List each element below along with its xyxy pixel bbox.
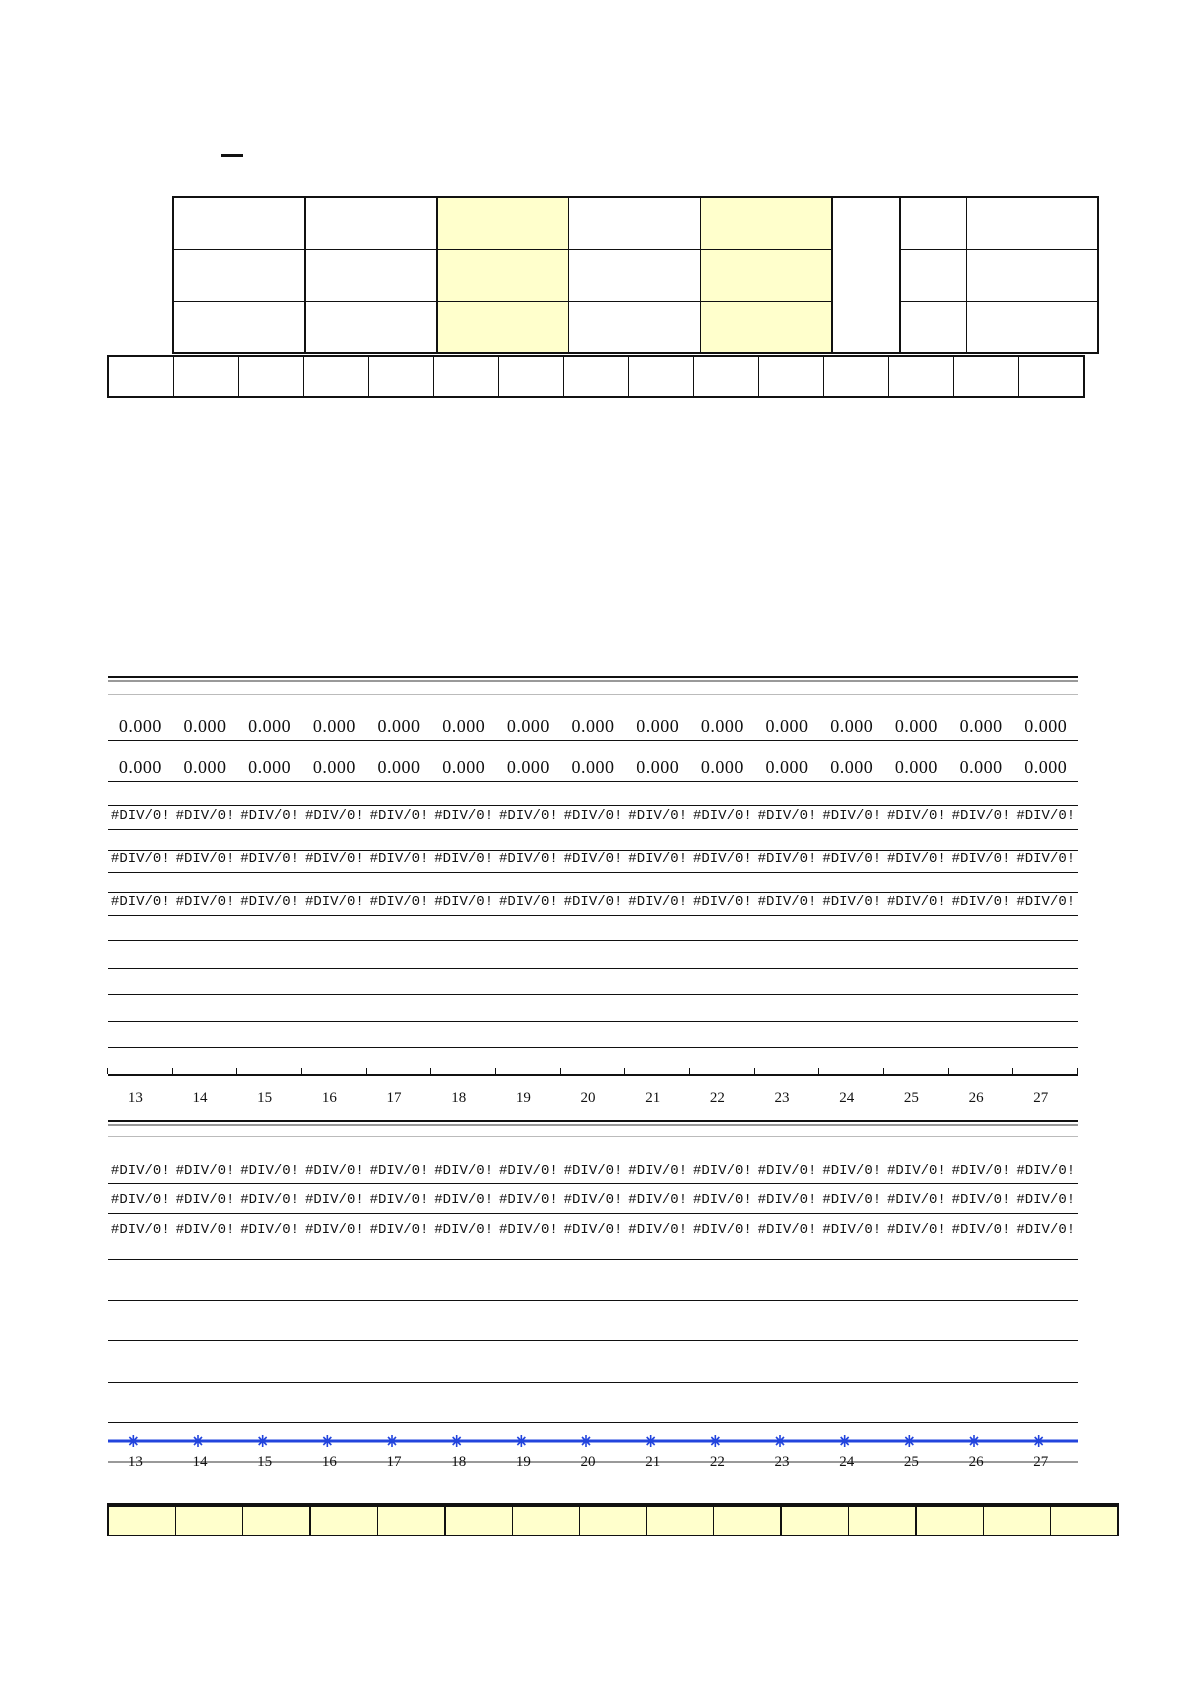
product-name-input[interactable] [701,197,833,249]
lcl-row-cell: #DIV/0! [628,894,688,910]
field-label-unit [305,249,437,301]
rule-line [108,915,1078,916]
r-ucl-row-cell: #DIV/0! [822,1163,882,1179]
r-ucl-row-cell: #DIV/0! [110,1163,170,1179]
ucl-row-cell: #DIV/0! [175,808,235,824]
bottom-input-cell[interactable] [310,1505,378,1536]
data-grid [107,355,1085,398]
column-header [239,356,304,397]
axis-tick-label: 26 [968,1454,984,1470]
r-ucl-row-cell: #DIV/0! [951,1163,1011,1179]
axis-tick [107,1068,108,1074]
rule-line [108,740,1078,741]
r-cl-row-cell: #DIV/0! [692,1192,752,1208]
column-header [499,356,564,397]
r-ucl-row-cell: #DIV/0! [240,1163,300,1179]
r-cl-row-cell: #DIV/0! [757,1192,817,1208]
r-lcl-row-cell: #DIV/0! [886,1222,946,1238]
ucl-row-cell: #DIV/0! [240,808,300,824]
axis-tick [560,1068,561,1074]
axis-tick-label: 17 [386,1454,402,1470]
ucl-row-cell: #DIV/0! [110,808,170,824]
rule-line [108,1136,1078,1137]
r-lcl-row-cell: #DIV/0! [498,1222,558,1238]
r-lcl-row-cell: #DIV/0! [822,1222,882,1238]
axis-tick [883,1068,884,1074]
xbar-values-row [108,716,1078,746]
xbar-chart-axis [108,1090,1078,1107]
r-ucl-row-cell: #DIV/0! [563,1163,623,1179]
rule-line [108,994,1078,995]
axis-tick-label: 20 [580,1090,596,1106]
xbar-values-row-cell: 0.000 [959,716,1003,736]
column-header [564,356,629,397]
xbar-values-row-cell: 0.000 [442,716,486,736]
r-values-row-cell: 0.000 [571,757,615,777]
xbar-values-row-cell: 0.000 [377,716,421,736]
axis-tick-label: 25 [903,1454,919,1470]
r-series-point [515,1435,527,1447]
r-series-point [1033,1435,1045,1447]
cl-row-cell: #DIV/0! [175,851,235,867]
rule-line [108,1422,1078,1423]
axis-tick-label: 27 [1033,1454,1049,1470]
month-data-label [832,197,900,353]
axis-tick-label: 13 [127,1454,143,1470]
r-ucl-row-cell: #DIV/0! [434,1163,494,1179]
column-header [108,356,174,397]
r-values-row-cell: 0.000 [765,757,809,777]
r-lcl-row-cell: #DIV/0! [1016,1222,1076,1238]
xbar-values-row-cell: 0.000 [183,716,227,736]
r-chart-axis [108,1454,1078,1471]
r-lcl-row-cell: #DIV/0! [240,1222,300,1238]
rule-line [108,805,1078,806]
xbar-values-row-cell: 0.000 [830,716,874,736]
field-label-frequency [305,197,437,249]
rbar-value [967,301,1099,353]
xbar-values-row-cell: 0.000 [118,716,162,736]
r-lcl-row-cell: #DIV/0! [951,1222,1011,1238]
r-cl-row-cell: #DIV/0! [434,1192,494,1208]
axis-tick-label: 20 [580,1454,596,1470]
r-values-row-cell: 0.000 [700,757,744,777]
r-ucl-row [108,1163,1078,1193]
xbar-values-row-cell: 0.000 [700,716,744,736]
lcl-row-cell: #DIV/0! [951,894,1011,910]
cl-row-cell: #DIV/0! [1016,851,1076,867]
axis-tick-label: 15 [257,1454,273,1470]
author-input[interactable] [437,301,569,353]
bottom-input-cell[interactable] [580,1505,647,1536]
ucl-row-cell: #DIV/0! [951,808,1011,824]
axis-tick [172,1068,173,1074]
axis-tick-label: 21 [645,1454,661,1470]
rule-line [108,1183,1078,1184]
rule-line [108,1124,1078,1126]
rule-line [108,1074,1078,1076]
rule-line [108,1047,1078,1048]
ucl-row-cell: #DIV/0! [563,808,623,824]
axis-tick [689,1068,690,1074]
ucl-row-cell: #DIV/0! [886,808,946,824]
r-cl-row-cell: #DIV/0! [175,1192,235,1208]
xbar-values-row-cell: 0.000 [506,716,550,736]
cl-row-cell: #DIV/0! [822,851,882,867]
r-values-row-cell: 0.000 [442,757,486,777]
ucl-row-cell: #DIV/0! [822,808,882,824]
lcl-row-cell: #DIV/0! [175,894,235,910]
xbar-values-row-cell: 0.000 [312,716,356,736]
column-header [174,356,239,397]
bottom-input-cell[interactable] [984,1505,1051,1536]
lcl-row-cell: #DIV/0! [240,894,300,910]
lcl-row-cell: #DIV/0! [1016,894,1076,910]
r-values-row-cell: 0.000 [506,757,550,777]
r-cl-row-cell: #DIV/0! [822,1192,882,1208]
r-ucl-row-cell: #DIV/0! [886,1163,946,1179]
bottom-input-cell[interactable] [445,1505,513,1536]
line-type-input[interactable] [701,249,833,301]
xbar-values-row-cell: 0.000 [765,716,809,736]
r-ucl-row-cell: #DIV/0! [498,1163,558,1179]
rule-line [108,781,1078,782]
cl-row-cell: #DIV/0! [757,851,817,867]
r-series-point [968,1435,980,1447]
r-lcl-row-cell: #DIV/0! [175,1222,235,1238]
lcl-row-cell: #DIV/0! [304,894,364,910]
prop-label-remark [569,301,701,353]
axis-tick-label: 16 [321,1454,337,1470]
r-values-row-cell: 0.000 [312,757,356,777]
rule-line [108,829,1078,830]
ucl-row-cell: #DIV/0! [628,808,688,824]
axis-tick-label: 15 [257,1090,273,1106]
r-series-point [903,1435,915,1447]
unit-input[interactable] [437,249,569,301]
clx-value [173,249,305,301]
ucl-row-cell: #DIV/0! [434,808,494,824]
rule-line [108,1382,1078,1383]
r-values-row-cell: 0.000 [830,757,874,777]
cl-row-cell: #DIV/0! [110,851,170,867]
axis-tick [1077,1068,1078,1074]
r-ucl-row-cell: #DIV/0! [692,1163,752,1179]
axis-tick [495,1068,496,1074]
r-ucl-row-cell: #DIV/0! [304,1163,364,1179]
sigma-label [900,197,967,249]
r-lcl-row-cell: #DIV/0! [563,1222,623,1238]
axis-tick [754,1068,755,1074]
lcl-row-cell: #DIV/0! [434,894,494,910]
r-lcl-row-cell: #DIV/0! [434,1222,494,1238]
bottom-input-cell[interactable] [781,1505,849,1536]
rule-line [108,680,1078,682]
r-cl-row-cell: #DIV/0! [628,1192,688,1208]
rule-line [108,676,1078,678]
axis-tick-label: 17 [386,1090,402,1106]
axis-tick-label: 24 [839,1090,855,1106]
bottom-input-cell[interactable] [378,1505,446,1536]
axis-tick [818,1068,819,1074]
ucl-row-cell: #DIV/0! [304,808,364,824]
bottom-input-cell[interactable] [108,1505,176,1536]
cl-row-cell: #DIV/0! [369,851,429,867]
rule-line [108,1259,1078,1260]
rbar-label [900,301,967,353]
bottom-input-cell[interactable] [849,1505,917,1536]
lcl-row-cell: #DIV/0! [822,894,882,910]
r-cl-row-cell: #DIV/0! [563,1192,623,1208]
r-series-point [645,1435,657,1447]
r-values-row-cell: 0.000 [894,757,938,777]
r-series-point [192,1435,204,1447]
r-series-point [774,1435,786,1447]
xbarbar-value [967,249,1099,301]
lcl-row-cell: #DIV/0! [110,894,170,910]
r-series-point [580,1435,592,1447]
lclx-value [173,301,305,353]
cl-row-cell: #DIV/0! [240,851,300,867]
r-lcl-row-cell: #DIV/0! [110,1222,170,1238]
rule-line [108,694,1078,695]
rule-line [108,872,1078,873]
column-header-row [108,356,1084,397]
axis-tick [301,1068,302,1074]
column-header [434,356,499,397]
r-series-point [386,1435,398,1447]
axis-tick [430,1068,431,1074]
r-lcl-row-cell: #DIV/0! [369,1222,429,1238]
bottom-input-cell[interactable] [513,1505,580,1536]
cl-row-cell: #DIV/0! [498,851,558,867]
r-cl-row-cell: #DIV/0! [498,1192,558,1208]
r-ucl-row-cell: #DIV/0! [1016,1163,1076,1179]
axis-tick-label: 21 [645,1090,661,1106]
rule-line [108,892,1078,893]
axis-tick [1012,1068,1013,1074]
axis-tick-label: 22 [709,1454,725,1470]
r-values-row-cell: 0.000 [959,757,1003,777]
axis-tick-label: 27 [1033,1090,1049,1106]
cl-row-cell: #DIV/0! [886,851,946,867]
axis-tick-label: 13 [127,1090,143,1106]
rule-line [108,940,1078,941]
bottom-input-cell[interactable] [176,1505,243,1536]
lcl-row-cell: #DIV/0! [886,894,946,910]
ucl-row-cell: #DIV/0! [498,808,558,824]
lcl-row-cell: #DIV/0! [498,894,558,910]
axis-tick-label: 14 [192,1090,208,1106]
ucl-row-cell: #DIV/0! [1016,808,1076,824]
r-cl-row-cell: #DIV/0! [110,1192,170,1208]
axis-tick-label: 14 [192,1454,208,1470]
r-values-row-cell: 0.000 [636,757,680,777]
lcl-row-cell: #DIV/0! [369,894,429,910]
rule-line [108,1340,1078,1341]
ucl-row-cell: #DIV/0! [369,808,429,824]
r-series-point [257,1435,269,1447]
cl-row-cell: #DIV/0! [563,851,623,867]
prop-label-name [569,197,701,249]
column-header [1019,356,1085,397]
r-values-row-cell: 0.000 [248,757,292,777]
xbar-values-row-cell: 0.000 [1024,716,1068,736]
cl-row-cell: #DIV/0! [304,851,364,867]
rule-line [108,1120,1078,1122]
r-cl-row-cell: #DIV/0! [369,1192,429,1208]
prop-label-line [569,249,701,301]
axis-tick [948,1068,949,1074]
axis-tick-label: 19 [515,1090,531,1106]
cl-row-cell: #DIV/0! [628,851,688,867]
xbar-values-row-cell: 0.000 [248,716,292,736]
rule-line [108,1021,1078,1022]
r-series-point [451,1435,463,1447]
lcl-row-cell: #DIV/0! [757,894,817,910]
remark-input[interactable] [701,301,833,353]
column-header [304,356,369,397]
r-series-point [127,1435,139,1447]
r-lcl-row-cell: #DIV/0! [304,1222,364,1238]
column-header [759,356,824,397]
r-values-row [108,757,1078,787]
bottom-strip [107,1503,1119,1536]
axis-tick-label: 25 [903,1090,919,1106]
bottom-input-cell[interactable] [714,1505,782,1536]
r-ucl-row-cell: #DIV/0! [628,1163,688,1179]
r-lcl-row-cell: #DIV/0! [628,1222,688,1238]
cl-row-cell: #DIV/0! [692,851,752,867]
axis-tick-label: 23 [774,1454,790,1470]
r-series-point [321,1435,333,1447]
r-cl-row-cell: #DIV/0! [1016,1192,1076,1208]
lcl-row-cell: #DIV/0! [563,894,623,910]
ucl-row [108,808,1078,838]
axis-tick [624,1068,625,1074]
rule-line [108,968,1078,969]
xbar-values-row-cell: 0.000 [571,716,615,736]
r-cl-row [108,1192,1078,1222]
r-cl-row-cell: #DIV/0! [304,1192,364,1208]
r-ucl-row-cell: #DIV/0! [369,1163,429,1179]
xbar-values-row-cell: 0.000 [894,716,938,736]
xbarbar-label [900,249,967,301]
r-ucl-row-cell: #DIV/0! [175,1163,235,1179]
column-header [629,356,694,397]
header-table [172,196,1099,354]
axis-tick [236,1068,237,1074]
ucl-row-cell: #DIV/0! [692,808,752,824]
axis-tick-label: 16 [321,1090,337,1106]
r-series-point [839,1435,851,1447]
field-label-author [305,301,437,353]
axis-tick-label: 23 [774,1090,790,1106]
bottom-input-cell[interactable] [916,1505,984,1536]
rule-line [108,1300,1078,1301]
column-header [369,356,434,397]
bottom-input-cell[interactable] [647,1505,714,1536]
uclx-value [173,197,305,249]
xbar-values-row-cell: 0.000 [636,716,680,736]
r-series-point [709,1435,721,1447]
r-cl-row-cell: #DIV/0! [886,1192,946,1208]
r-cl-row-cell: #DIV/0! [240,1192,300,1208]
axis-tick-label: 19 [515,1454,531,1470]
lcl-row-cell: #DIV/0! [692,894,752,910]
cl-row-cell: #DIV/0! [434,851,494,867]
r-cl-row-cell: #DIV/0! [951,1192,1011,1208]
bottom-input-cell[interactable] [1051,1505,1119,1536]
axis-tick-label: 26 [968,1090,984,1106]
rule-line [108,1213,1078,1214]
ucl-row-cell: #DIV/0! [757,808,817,824]
r-values-row-cell: 0.000 [183,757,227,777]
r-lcl-row-cell: #DIV/0! [692,1222,752,1238]
column-header [824,356,889,397]
r-lcl-row [108,1222,1078,1252]
axis-tick [366,1068,367,1074]
cl-row [108,851,1078,881]
r-values-row-cell: 0.000 [1024,757,1068,777]
column-header [954,356,1019,397]
axis-tick-label: 18 [451,1090,467,1106]
lcl-row [108,894,1078,924]
cl-row-cell: #DIV/0! [951,851,1011,867]
r-values-row-cell: 0.000 [377,757,421,777]
sigma-value [967,197,1099,249]
axis-tick-label: 24 [839,1454,855,1470]
r-lcl-row-cell: #DIV/0! [757,1222,817,1238]
frequency-input[interactable] [437,197,569,249]
r-values-row-cell: 0.000 [118,757,162,777]
axis-tick-label: 22 [709,1090,725,1106]
bottom-input-cell[interactable] [243,1505,311,1536]
column-header [889,356,954,397]
column-header [694,356,759,397]
r-ucl-row-cell: #DIV/0! [757,1163,817,1179]
axis-tick-label: 18 [451,1454,467,1470]
